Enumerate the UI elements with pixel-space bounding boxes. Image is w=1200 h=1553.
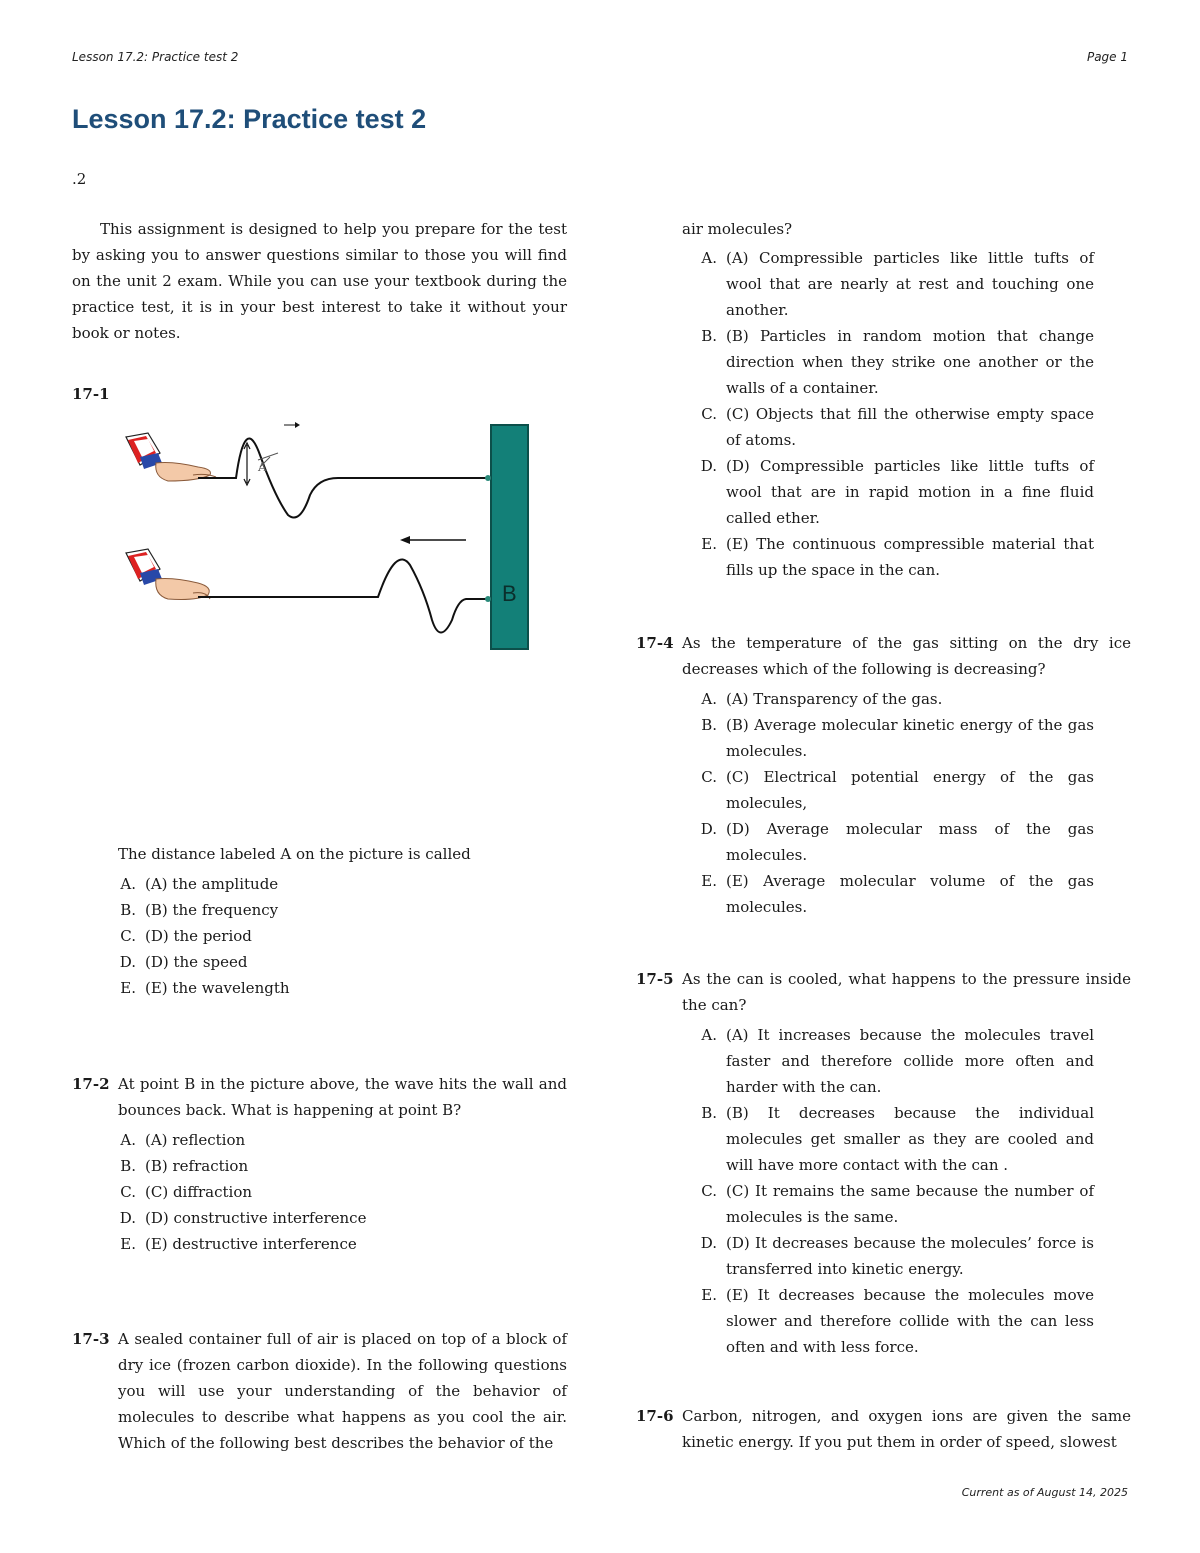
option-text: (B) refraction: [145, 1157, 249, 1175]
option-text: (B) It decreases because the individual molecules get smaller as they are cooled and will have more contact with the can .: [726, 1104, 1094, 1174]
question-17-4: [636, 630, 1131, 920]
question-17-3-continued: [636, 216, 1131, 583]
answer-option[interactable]: [636, 531, 1131, 583]
answer-options: [72, 1127, 567, 1257]
option-text: (C) Objects that fill the otherwise empty space of atoms.: [726, 405, 1094, 449]
option-text: (E) the wavelength: [145, 979, 290, 997]
answer-option[interactable]: [636, 401, 1131, 453]
header-page-number: Page 1: [1086, 50, 1128, 64]
page-footer: Current as of August 14, 2025: [961, 1486, 1128, 1499]
question-17-3: [72, 1326, 567, 1456]
option-letter: C.: [120, 1183, 136, 1201]
question-stem: Carbon, nitrogen, and oxygen ions are given the same kinetic energy. If you put them in order of speed, slowest: [682, 1407, 1131, 1451]
answer-option[interactable]: [72, 949, 567, 975]
option-letter: B.: [701, 1104, 717, 1122]
option-letter: E.: [701, 535, 717, 553]
option-text: (C) diffraction: [145, 1183, 253, 1201]
option-text: (A) It increases because the molecules travel faster and therefore collide more often and harder with the can.: [726, 1026, 1094, 1096]
option-letter: B.: [120, 901, 136, 919]
answer-option[interactable]: [72, 897, 567, 923]
answer-option[interactable]: [72, 975, 567, 1001]
option-letter: B.: [701, 327, 717, 345]
attachment-point: [485, 596, 491, 602]
option-text: (B) Particles in random motion that change direction when they strike one another or the walls of a container.: [726, 327, 1094, 397]
wall: [491, 425, 528, 649]
running-header: [72, 50, 1128, 64]
option-letter: E.: [120, 1235, 136, 1253]
hand-icon: [126, 433, 216, 481]
option-letter: A.: [120, 1131, 136, 1149]
option-letter: D.: [119, 1209, 136, 1227]
option-text: (D) It decreases because the molecules’ force is transferred into kinetic energy.: [726, 1234, 1094, 1278]
question-17-6: [636, 1403, 1131, 1455]
answer-option[interactable]: [636, 712, 1131, 764]
option-letter: C.: [701, 405, 717, 423]
answer-option[interactable]: [72, 871, 567, 897]
answer-option[interactable]: [72, 1179, 567, 1205]
option-letter: B.: [701, 716, 717, 734]
answer-option[interactable]: [636, 453, 1131, 531]
option-text: (A) the amplitude: [145, 875, 279, 893]
option-letter: D.: [700, 1234, 717, 1252]
option-letter: E.: [120, 979, 136, 997]
arrow-right-icon: [295, 422, 300, 428]
hand-icon: [126, 549, 210, 600]
question-number: 17-4: [636, 634, 674, 652]
question-17-5: [636, 966, 1131, 1360]
question-number: 17-6: [636, 1407, 674, 1425]
answer-option[interactable]: [636, 323, 1131, 401]
answer-options: [636, 1022, 1131, 1360]
option-text: (E) destructive interference: [145, 1235, 357, 1253]
option-text: (D) Compressible particles like little tufts of wool that are in rapid motion in a fine fluid called ether.: [726, 457, 1094, 527]
answer-option[interactable]: [636, 1282, 1131, 1360]
question-stem: As the temperature of the gas sitting on the dry ice decreases which of the following is decreasing?: [682, 634, 1131, 678]
answer-option[interactable]: [636, 245, 1131, 323]
option-letter: C.: [120, 927, 136, 945]
question-17-2: [72, 1071, 567, 1257]
question-number: 17-3: [72, 1330, 110, 1348]
option-text: (E) Average molecular volume of the gas molecules.: [726, 872, 1094, 916]
reflected-wave: [198, 559, 491, 632]
option-text: (D) Average molecular mass of the gas molecules.: [726, 820, 1094, 864]
question-number: 17-1: [72, 385, 110, 403]
option-text: (D) the period: [145, 927, 252, 945]
answer-option[interactable]: [636, 764, 1131, 816]
answer-option[interactable]: [636, 1100, 1131, 1178]
answer-option[interactable]: [636, 686, 1131, 712]
option-letter: A.: [120, 875, 136, 893]
option-letter: D.: [700, 457, 717, 475]
option-letter: C.: [701, 1182, 717, 1200]
answer-option[interactable]: [72, 923, 567, 949]
option-letter: C.: [701, 768, 717, 786]
intro-paragraph: This assignment is designed to help you prepare for the test by asking you to answer questions similar to those you will find on the unit 2 exam. While you can use your textbook during the practice test, it is in your best interest to take it without your book or notes.: [72, 220, 567, 342]
option-letter: E.: [701, 1286, 717, 1304]
option-letter: A.: [701, 690, 717, 708]
option-text: (E) The continuous compressible material that fills up the space in the can.: [726, 535, 1094, 579]
question-stem: At point B in the picture above, the wave hits the wall and bounces back. What is happening at point B?: [118, 1075, 567, 1119]
incident-wave: [198, 439, 491, 518]
question-number: 17-5: [636, 970, 674, 988]
option-letter: B.: [120, 1157, 136, 1175]
answer-option[interactable]: [636, 1178, 1131, 1230]
option-text: (B) the frequency: [145, 901, 279, 919]
option-letter: A.: [701, 249, 717, 267]
option-text: (C) Electrical potential energy of the gas molecules,: [726, 768, 1094, 812]
option-text: (A) Compressible particles like little tufts of wool that are nearly at rest and touching one another.: [726, 249, 1094, 319]
question-number: 17-2: [72, 1075, 110, 1093]
arrow-left-icon: [400, 536, 410, 544]
option-text: (C) It remains the same because the number of molecules is the same.: [726, 1182, 1094, 1226]
question-17-1-body: [72, 841, 567, 1001]
answer-options: [636, 245, 1131, 583]
wave-reflection-figure: [48, 415, 548, 660]
answer-option[interactable]: [636, 1022, 1131, 1100]
header-lesson-title: Lesson 17.2: Practice test 2: [72, 50, 239, 64]
option-text: (E) It decreases because the molecules move slower and therefore collide with the can less often and with less force.: [726, 1286, 1094, 1356]
option-text: (A) reflection: [145, 1131, 246, 1149]
answer-option[interactable]: [72, 1205, 567, 1231]
page-title: Lesson 17.2: Practice test 2: [72, 104, 427, 134]
option-text: (B) Average molecular kinetic energy of the gas molecules.: [726, 716, 1094, 760]
option-letter: E.: [701, 872, 717, 890]
attachment-point: [485, 475, 491, 481]
section-number: .2: [72, 170, 87, 188]
question-stem: A sealed container full of air is placed on top of a block of dry ice (frozen carbon dioxide). In the following questions you will use your understanding of the behavior of molecules to describe what happens as you cool the air. Which of the following best describes the behavior of the: [118, 1330, 567, 1452]
question-17-1: [72, 381, 567, 407]
option-letter: D.: [700, 820, 717, 838]
figure-label-a: A: [258, 460, 267, 474]
option-text: (D) constructive interference: [145, 1209, 367, 1227]
answer-option[interactable]: [636, 868, 1131, 920]
answer-option[interactable]: [636, 816, 1131, 868]
question-stem-continued: air molecules?: [682, 220, 793, 238]
answer-options: [72, 871, 567, 1001]
point-b-label: B: [502, 581, 517, 606]
answer-option[interactable]: [636, 1230, 1131, 1282]
option-letter: A.: [701, 1026, 717, 1044]
question-stem: The distance labeled A on the picture is called: [118, 845, 471, 863]
answer-option[interactable]: [72, 1127, 567, 1153]
answer-option[interactable]: [72, 1231, 567, 1257]
option-text: (D) the speed: [145, 953, 248, 971]
option-letter: D.: [119, 953, 136, 971]
answer-option[interactable]: [72, 1153, 567, 1179]
option-text: (A) Transparency of the gas.: [726, 690, 943, 708]
question-stem: As the can is cooled, what happens to the pressure inside the can?: [682, 970, 1131, 1014]
answer-options: [636, 686, 1131, 920]
